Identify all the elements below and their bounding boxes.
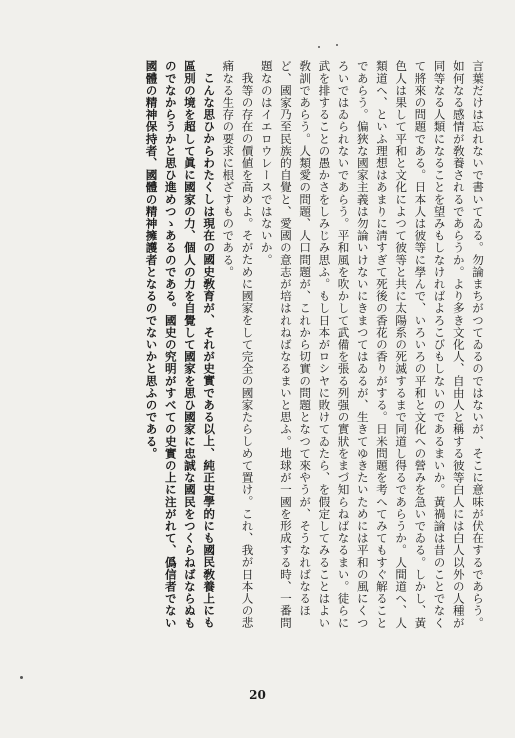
vertical-body-text: [141, 60, 487, 635]
paragraph-3: こんな思ひからわたくしは現在の國史敎育が、それが史實である以上、純正史學的にも國民敎養上にも區別の境を超して眞に國家の力、個人の力を自覺して國家を思ひ國家に忠誠な國民をつくらねばならぬものでなからうかと思ひ進めつゝあるのである。國史の究明がすべての史實の上に注がれて、僞信者でない國體の精神保持者、國體の精神擁護者となるのでないかと思ふのである。: [144, 60, 217, 629]
scan-speck: [318, 46, 320, 48]
scan-speck: [336, 44, 338, 46]
scan-speck: [20, 676, 23, 679]
paragraph-1: 言葉だけは忘れないで書いてゐる。勿論まちがつてゐるのではないが、そこに意味が伏在するであらう。如何なる感情が敎養されるであらうか。より多き文化人、自由人と稱する彼等白人には白人以外の人種が同等なる人類になることを望みもしなければよろこびもしないのであるまいか。黃禍論は昔のことでなくて將來の問題である。日本人は彼等に學んで、いろいろの平和と文化への營みを急いでゐる。しかし、黃色人は果して平和と文化によつて彼等と共に太陽系の死滅するまで同道し得るであらうか。人間道へ、人類道へ、といふ理想はあまりに淸すぎて死後の香花の香りがする。日米問題を考へてみてもすぐ解ることであらう。偏狹な國家主義は勿論いけないにきまつてはゐるが、生きてゆきたいためには平和の風にくつろいではゐられないであらう。平和風を吹かして武備を張る列强の實狀をまづ知らねばなるまい。徒らに武を排することの愚かさをしみじみ思ふ。もし日本がロシヤに敗けてゐたら、を假定してみることはよい敎訓であらう。人類愛の問題、人口問題が、これから切實の問題となつて來やうが、そうなればなるほど、國家乃至民族的自覺と、愛國の意志が培はれねばなるまいと思ふ。地球が一國を形成する時、一番問題なのはイエロウレースではないか。: [259, 60, 485, 629]
page-number: 20: [249, 688, 266, 702]
paragraph-2: 我等の存在の價値を高めよ。そがために國家をして完全の國家たらしめて置け。これ、我が日本人の悲痛なる生存の要求に根ざすものである。: [221, 60, 255, 629]
